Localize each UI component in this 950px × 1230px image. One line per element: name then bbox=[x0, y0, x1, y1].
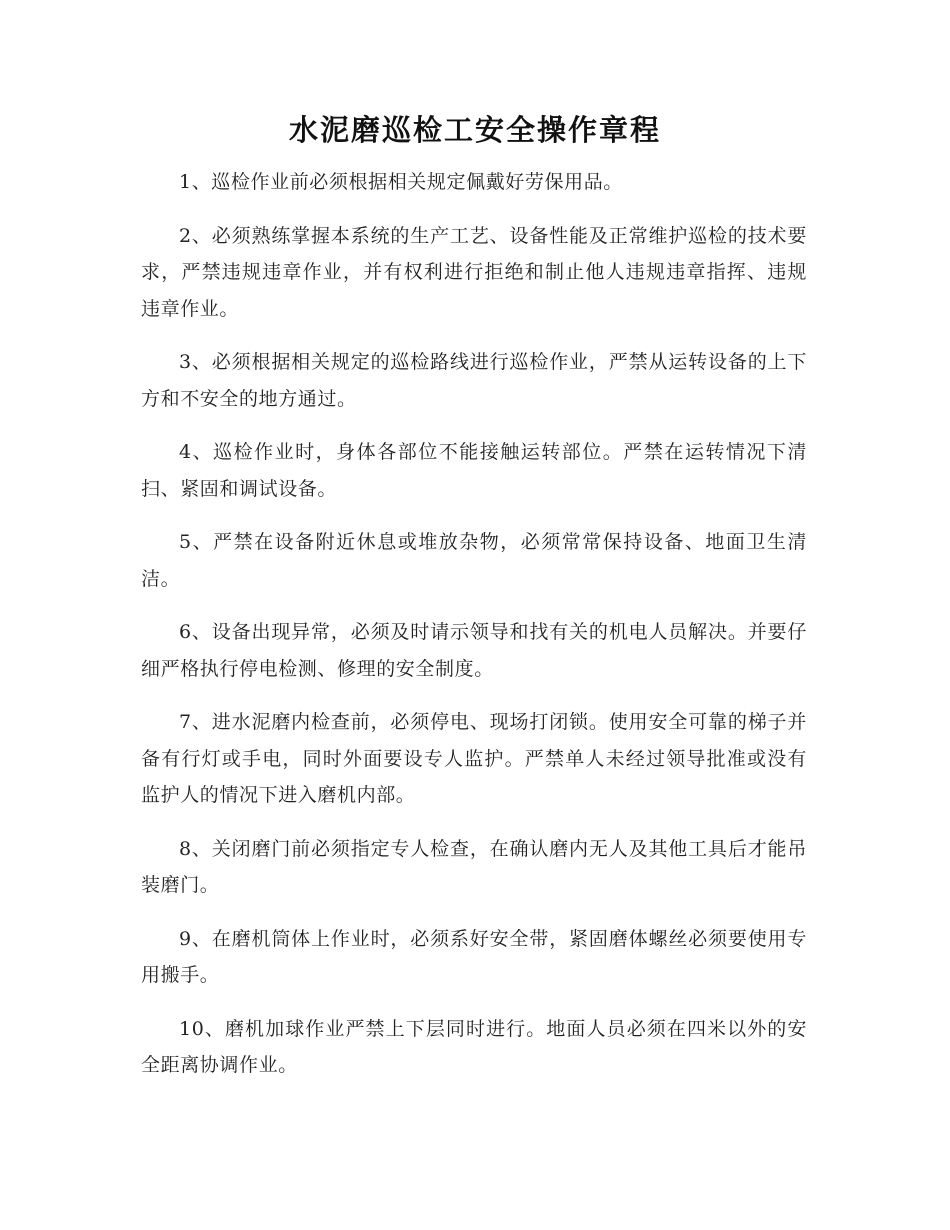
rule-paragraph-6: 6、设备出现异常，必须及时请示领导和找有关的机电人员解决。并要仔细严格执行停电检测、修理的安全制度。 bbox=[141, 621, 807, 680]
rule-paragraph-1: 1、巡检作业前必须根据相关规定佩戴好劳保用品。 bbox=[179, 171, 623, 193]
rule-paragraph-7: 7、进水泥磨内检查前，必须停电、现场打闭锁。使用安全可靠的梯子并备有行灯或手电，同时外面要设专人监护。严禁单人未经过领导批准或没有监护人的情况下进入磨机内部。 bbox=[141, 711, 807, 806]
rule-paragraph-8: 8、关闭磨门前必须指定专人检查，在确认磨内无人及其他工具后才能吊装磨门。 bbox=[141, 837, 807, 896]
document-body bbox=[141, 164, 807, 1101]
rule-paragraph-2: 2、必须熟练掌握本系统的生产工艺、设备性能及正常维护巡检的技术要求，严禁违规违章作业，并有权利进行拒绝和制止他人违规违章指挥、违规违章作业。 bbox=[141, 224, 807, 320]
rule-paragraph-5: 5、严禁在设备附近休息或堆放杂物，必须常常保持设备、地面卫生清洁。 bbox=[141, 531, 807, 590]
rule-paragraph-4: 4、巡检作业时，身体各部位不能接触运转部位。严禁在运转情况下清扫、紧固和调试设备。 bbox=[141, 441, 807, 500]
rule-paragraph-3: 3、必须根据相关规定的巡检路线进行巡检作业，严禁从运转设备的上下方和不安全的地方通过。 bbox=[141, 351, 807, 410]
rule-paragraph-10: 10、磨机加球作业严禁上下层同时进行。地面人员必须在四米以外的安全距离协调作业。 bbox=[141, 1017, 807, 1076]
rule-paragraph-9: 9、在磨机筒体上作业时，必须系好安全带，紧固磨体螺丝必须要使用专用搬手。 bbox=[141, 927, 807, 986]
document-title: 水泥磨巡检工安全操作章程 bbox=[288, 113, 661, 147]
